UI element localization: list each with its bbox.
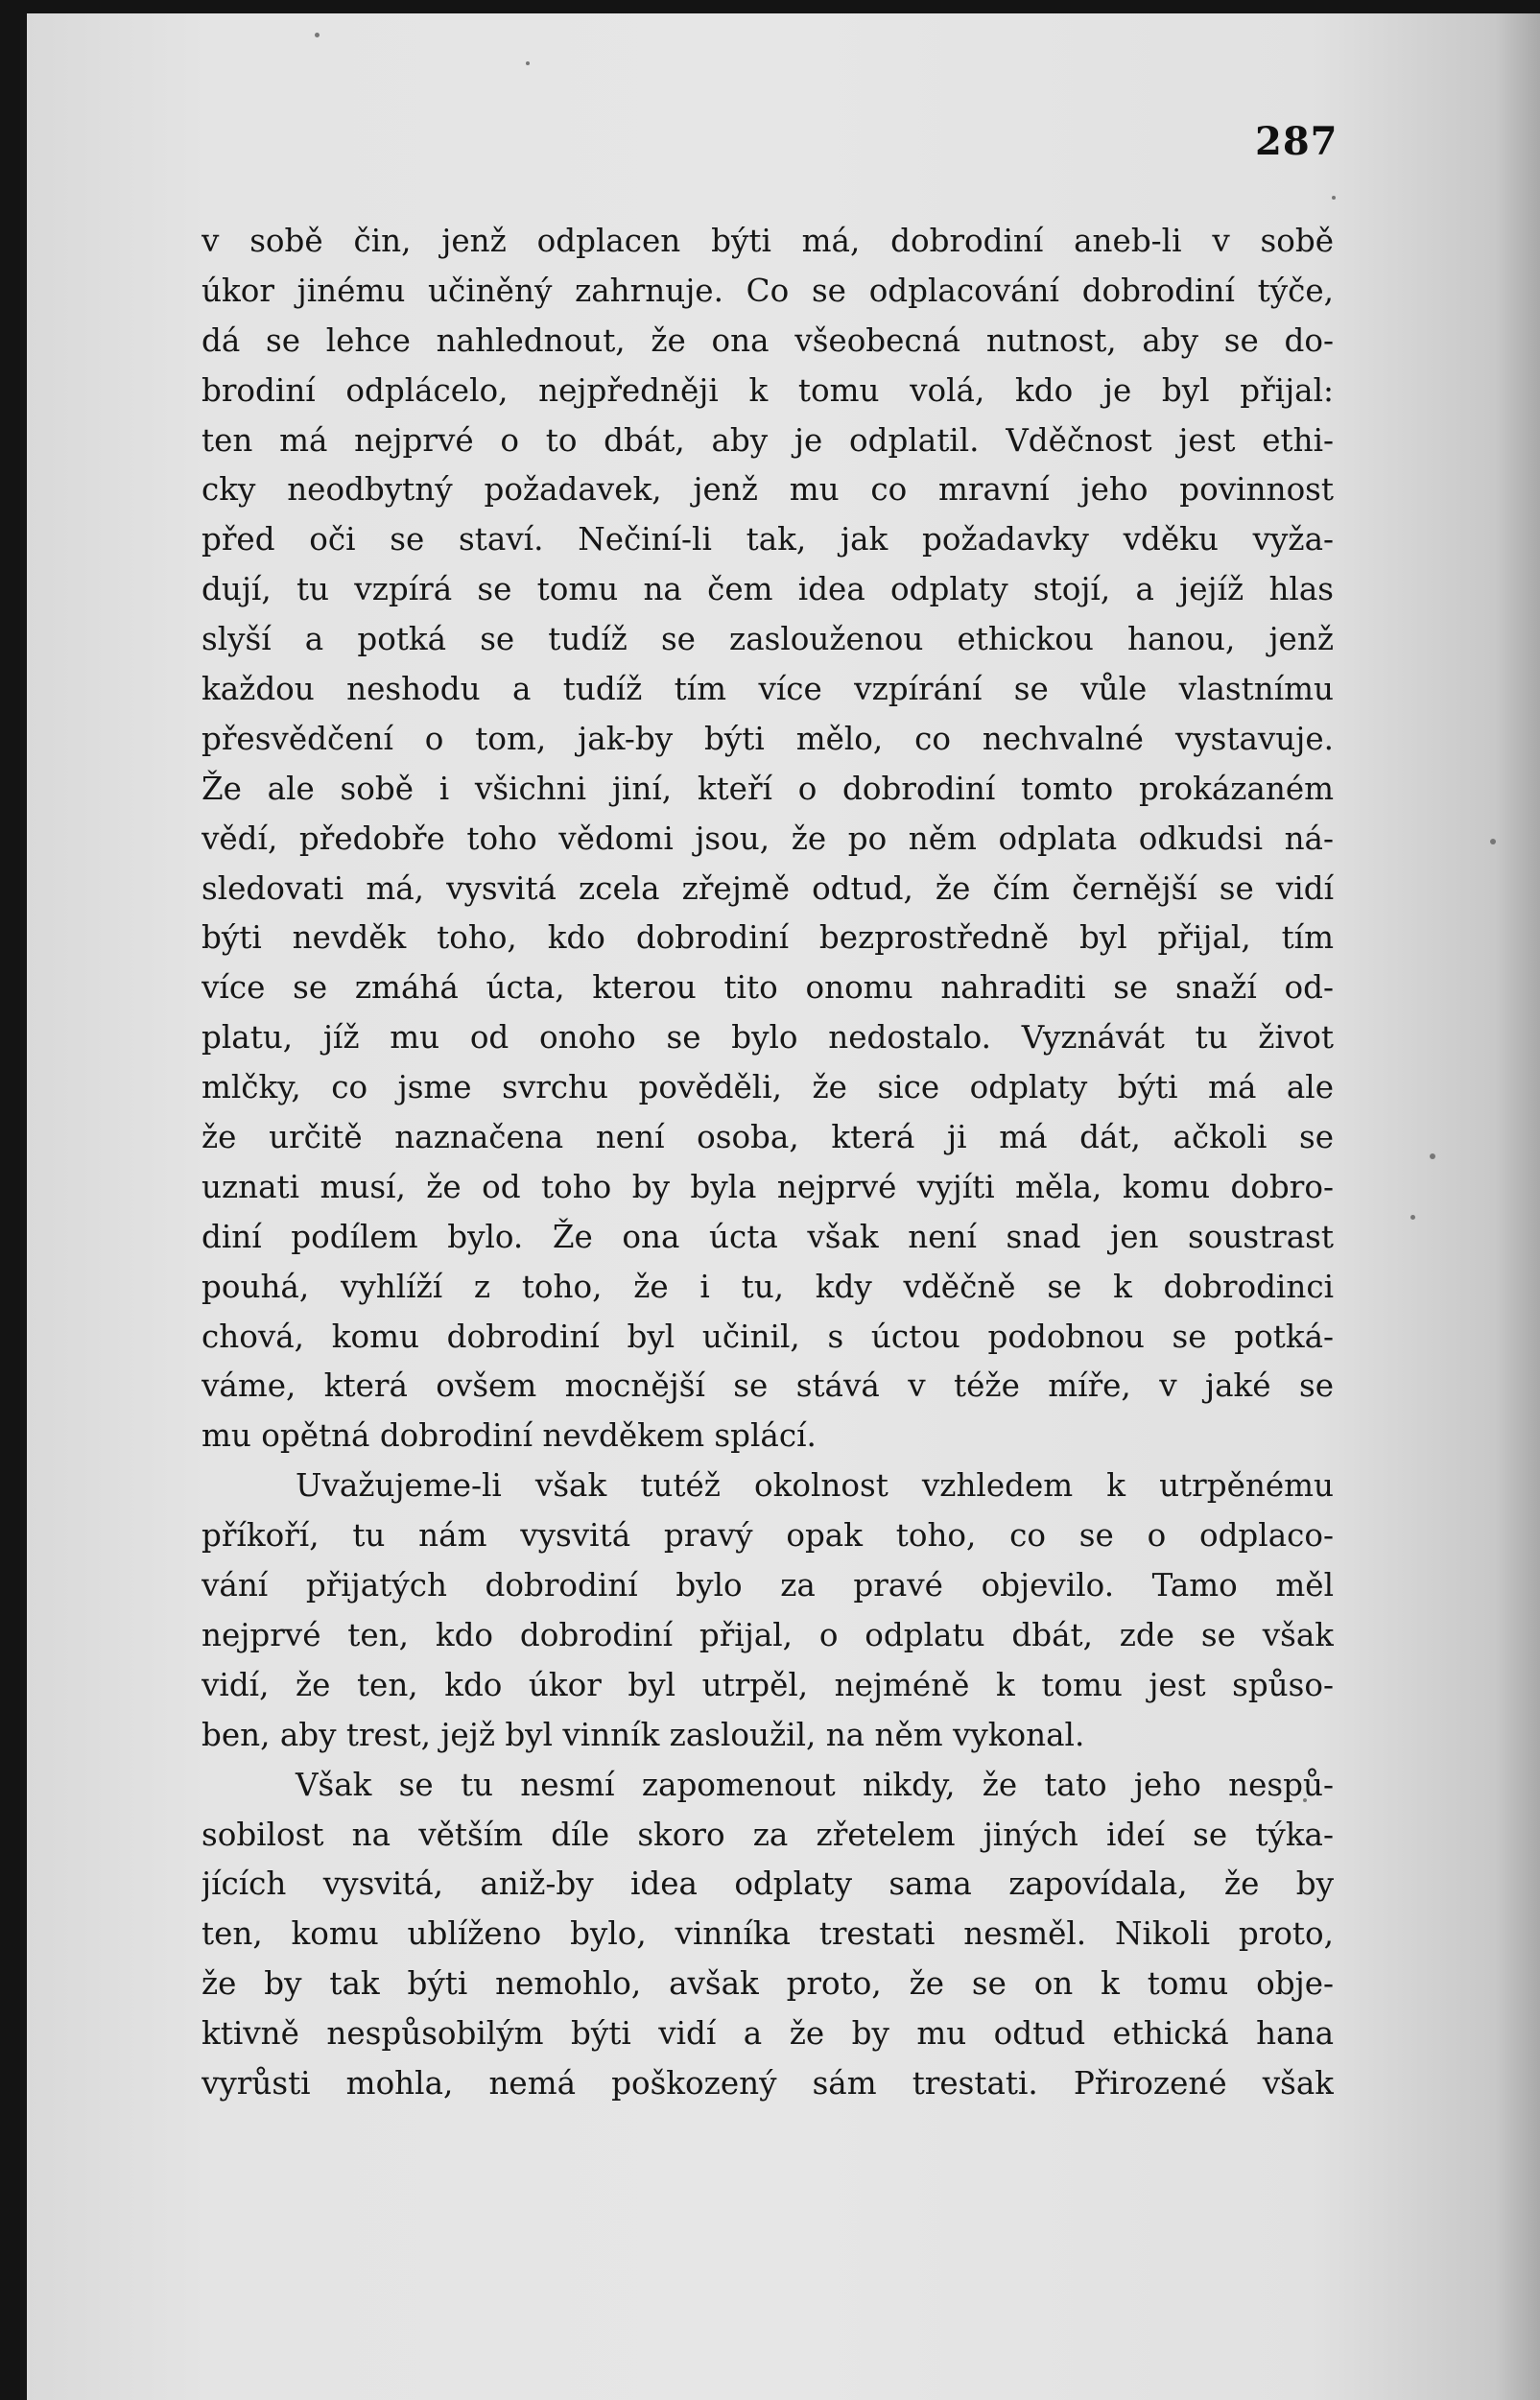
text-line: býti nevděk toho, kdo dobrodiní bezprostředně byl přijal, tím xyxy=(201,919,1334,957)
text-line: úkor jinému učiněný zahrnuje. Co se odplacování dobrodiní týče, xyxy=(201,272,1334,309)
text-line: v sobě čin, jenž odplacen býti má, dobrodiní aneb-li v sobě xyxy=(201,223,1334,259)
text-line: pouhá, vyhlíží z toho, že i tu, kdy vděčně se k dobrodinci xyxy=(201,1268,1334,1305)
text-line: uznati musí, že od toho by byla nejprvé vyjíti měla, komu dobro- xyxy=(201,1168,1334,1205)
page-text xyxy=(201,217,1334,2109)
text-line: vání přijatých dobrodiní bylo za pravé objevilo. Tamo měl xyxy=(201,1567,1334,1604)
text-line: že určitě naznačena není osoba, která ji má dát, ačkoli se xyxy=(201,1119,1334,1156)
text-line: diní podílem bylo. Že ona úcta však není snad jen soustrast xyxy=(201,1218,1334,1255)
text-line: sledovati má, vysvitá zcela zřejmě odtud, že čím černější se vidí xyxy=(201,869,1334,907)
text-line: příkoří, tu nám vysvitá pravý opak toho, co se o odplaco- xyxy=(201,1517,1334,1555)
text-line: Že ale sobě i všichni jiní, kteří o dobrodiní tomto prokázaném xyxy=(201,770,1334,807)
scan-speck xyxy=(1430,1153,1435,1159)
scan-speck xyxy=(1490,839,1496,844)
paragraph-end-line: ben, aby trest, jejž byl vinník zasloužil, na něm vykonal. xyxy=(201,1716,1085,1753)
scan-speck xyxy=(526,61,530,65)
scan-speck xyxy=(315,33,320,37)
text-line: ktivně nespůsobilým býti vidí a že by mu odtud ethická hana xyxy=(201,2015,1334,2053)
text-line: sobilost na větším díle skoro za zřetelem jiných ideí se týka- xyxy=(201,1816,1334,1853)
paragraph-end-line: mu opětná dobrodiní nevděkem splácí. xyxy=(201,1417,817,1455)
text-line: platu, jíž mu od onoho se bylo nedostalo. Vyznávát tu život xyxy=(201,1019,1334,1057)
text-line: mlčky, co jsme svrchu pověděli, že sice odplaty býti má ale xyxy=(201,1069,1334,1106)
text-line: každou neshodu a tudíž tím více vzpírání se vůle vlastnímu xyxy=(201,671,1334,708)
text-line: že by tak býti nemohlo, avšak proto, že se on k tomu obje- xyxy=(201,1965,1334,2003)
text-line: cky neodbytný požadavek, jenž mu co mravní jeho povinnost xyxy=(201,471,1334,509)
paragraph-start-line: Však se tu nesmí zapomenout nikdy, že tato jeho nespů- xyxy=(296,1766,1334,1803)
text-line: váme, která ovšem mocnější se stává v téže míře, v jaké se xyxy=(201,1367,1334,1405)
text-line: více se zmáhá úcta, kterou tito onomu nahraditi se snaží od- xyxy=(201,969,1334,1007)
text-line: ten, komu ublíženo bylo, vinníka trestati nesměl. Nikoli proto, xyxy=(201,1915,1334,1953)
text-line: nejprvé ten, kdo dobrodiní přijal, o odplatu dbát, zde se však xyxy=(201,1616,1334,1653)
text-line: brodiní odplácelo, nejpředněji k tomu volá, kdo je byl přijal: xyxy=(201,371,1334,409)
page-number: 287 xyxy=(1255,119,1339,164)
scan-speck xyxy=(1410,1215,1415,1220)
text-line: vědí, předobře toho vědomi jsou, že po něm odplata odkudsi ná- xyxy=(201,820,1334,857)
text-line: slyší a potká se tudíž se zaslouženou ethickou hanou, jenž xyxy=(201,621,1334,658)
text-line: před oči se staví. Nečiní-li tak, jak požadavky vděku vyža- xyxy=(201,521,1334,558)
text-line: dá se lehce nahlednout, že ona všeobecná nutnost, aby se do- xyxy=(201,321,1334,359)
text-line: vidí, že ten, kdo úkor byl utrpěl, nejméně k tomu jest spůso- xyxy=(201,1666,1334,1703)
text-line: přesvědčení o tom, jak-by býti mělo, co nechvalné vystavuje. xyxy=(201,720,1334,757)
text-line: jících vysvitá, aniž-by idea odplaty sama zapovídala, že by xyxy=(201,1865,1334,1903)
text-line: dují, tu vzpírá se tomu na čem idea odplaty stojí, a jejíž hlas xyxy=(201,571,1334,608)
text-line: vyrůsti mohla, nemá poškozený sám trestati. Přirozené však xyxy=(201,2064,1334,2102)
text-line: chová, komu dobrodiní byl učinil, s úctou podobnou se potká- xyxy=(201,1318,1334,1355)
scanned-book-page xyxy=(27,13,1540,2400)
scan-speck xyxy=(1332,196,1336,200)
paragraph-start-line: Uvažujeme-li však tutéž okolnost vzhledem k utrpěnému xyxy=(296,1467,1334,1505)
text-line: ten má nejprvé o to dbát, aby je odplatil. Vděčnost jest ethi- xyxy=(201,421,1334,459)
